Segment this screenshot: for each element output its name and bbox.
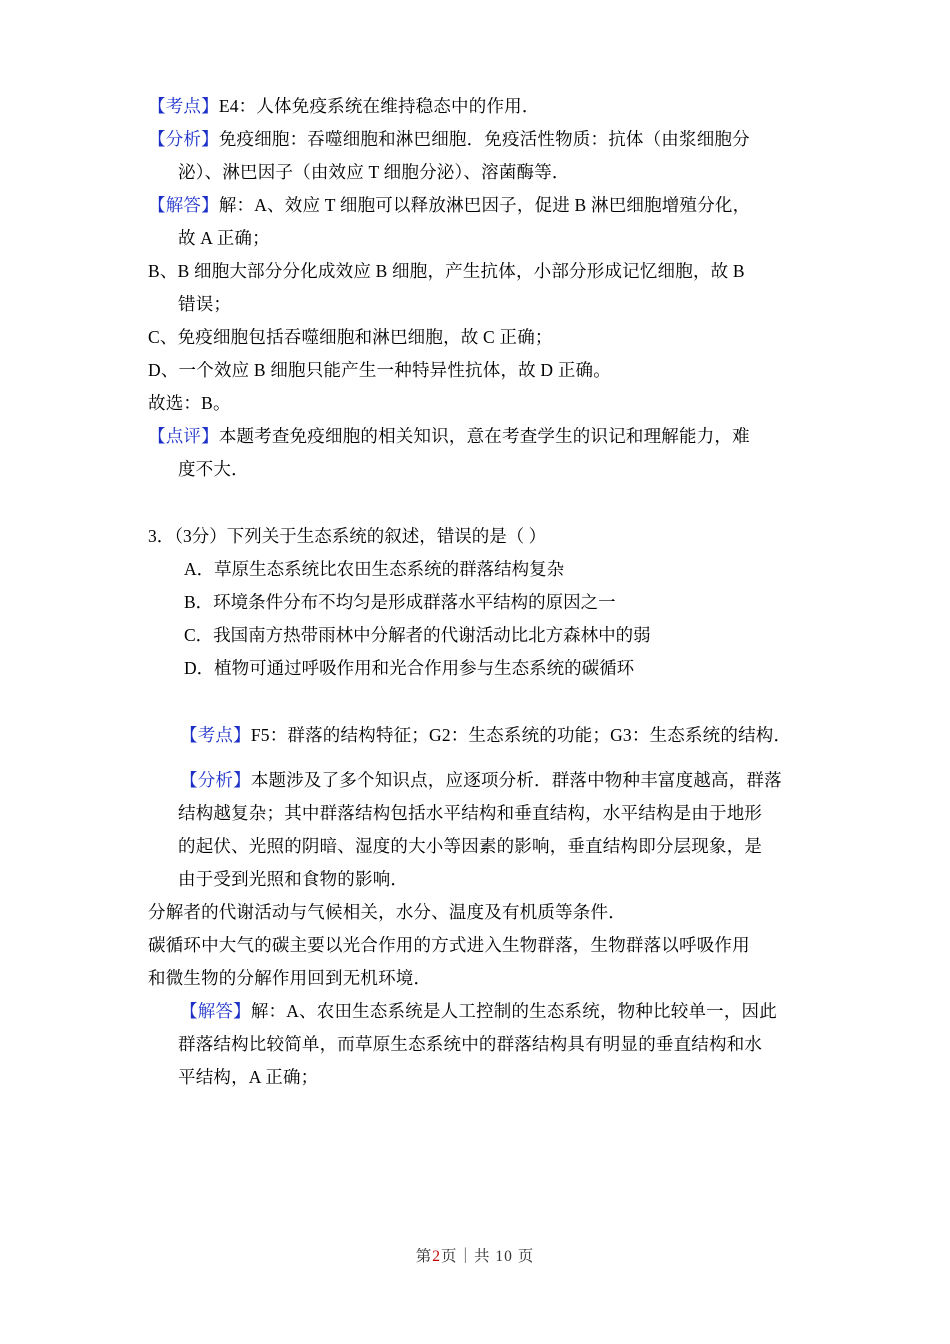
solution-text: 本题考查免疫细胞的相关知识，意在考查学生的识记和理解能力，难 (218, 426, 750, 446)
solution-text: D、一个效应 B 细胞只能产生一种特异性抗体，故 D 正确。 (148, 360, 611, 380)
solution-line (148, 189, 802, 222)
solution-line (148, 123, 802, 156)
question-number: 3． (148, 526, 175, 546)
solution-line (148, 764, 802, 797)
jieda-tag: 【解答】 (180, 1001, 251, 1021)
solution-text: 度不大． (178, 459, 249, 479)
option-c: C．我国南方热带雨林中分解者的代谢活动比北方森林中的弱 (184, 625, 651, 645)
solution-line (148, 896, 802, 929)
page-footer (0, 1244, 950, 1266)
solution-text: 解：A、农田生态系统是人工控制的生态系统，物种比较单一，因此 (250, 1001, 777, 1021)
solution-text: 泌）、淋巴因子（由效应 T 细胞分泌）、溶菌酶等． (178, 162, 570, 182)
solution-text: 结构越复杂；其中群落结构包括水平结构和垂直结构，水平结构是由于地形 (178, 803, 763, 823)
fenxi-tag: 【分析】 (180, 770, 251, 790)
solution-line (148, 830, 802, 863)
solution-line (148, 288, 802, 321)
solution-line (148, 797, 802, 830)
solution-text: C、免疫细胞包括吞噬细胞和淋巴细胞，故 C 正确； (148, 327, 553, 347)
kaodian-tag: 【考点】 (180, 725, 251, 745)
solution-line (148, 719, 802, 752)
question-text: 下列关于生态系统的叙述，错误的是（ ） (226, 526, 547, 546)
footer-page-unit: 页 (440, 1248, 458, 1265)
solution-text: F5：群落的结构特征；G2：生态系统的功能；G3：生态系统的结构． (250, 725, 792, 745)
jieda-tag: 【解答】 (148, 195, 219, 215)
solution-line (148, 90, 802, 123)
solution-text: 故选：B。 (148, 393, 231, 413)
solution-line (148, 929, 802, 962)
question-heading (148, 520, 802, 553)
solution-text: 分解者的代谢活动与气候相关，水分、温度及有机质等条件． (148, 902, 626, 922)
solution-text: 和微生物的分解作用回到无机环境． (148, 968, 432, 988)
solution-text: 解：A、效应 T 细胞可以释放淋巴因子，促进 B 淋巴细胞增殖分化， (218, 195, 751, 215)
kaodian-tag: 【考点】 (148, 96, 219, 116)
solution-text: E4：人体免疫系统在维持稳态中的作用． (218, 96, 540, 116)
question-block-q3 (148, 520, 802, 685)
solution-line (148, 321, 802, 354)
solution-text: 错误； (178, 294, 232, 314)
solution-line (148, 453, 802, 486)
solution-line (148, 1028, 802, 1061)
footer-page-label: 第 (415, 1248, 433, 1265)
question-score: （3分） (174, 526, 227, 546)
solution-text: 故 A 正确； (178, 228, 270, 248)
option-b: B．环境条件分布不均匀是形成群落水平结构的原因之一 (184, 592, 616, 612)
solution-text: 平结构，A 正确； (178, 1067, 319, 1087)
option-a: A．草原生态系统比农田生态系统的群落结构复杂 (184, 559, 565, 579)
solution-text: 免疫细胞：吞噬细胞和淋巴细胞．免疫活性物质：抗体（由浆细胞分 (218, 129, 750, 149)
solution-line (148, 995, 802, 1028)
solution-line (148, 156, 802, 189)
solution-text: 本题涉及了多个知识点，应逐项分析．群落中物种丰富度越高，群落 (250, 770, 782, 790)
solution-line (148, 354, 802, 387)
section-gap (148, 685, 802, 719)
solution-text: 群落结构比较简单，而草原生态系统中的群落结构具有明显的垂直结构和水 (178, 1034, 763, 1054)
solution-text: B、B 细胞大部分分化成效应 B 细胞，产生抗体，小部分形成记忆细胞，故 B (148, 261, 745, 281)
solution-line (148, 420, 802, 453)
solution-block-q3 (148, 719, 802, 1094)
solution-line (148, 863, 802, 896)
solution-line (148, 222, 802, 255)
solution-line (148, 387, 802, 420)
solution-text: 的起伏、光照的阴暗、湿度的大小等因素的影响，垂直结构即分层现象，是 (178, 836, 763, 856)
solution-block-q2 (148, 90, 802, 486)
line-gap (148, 752, 802, 764)
section-gap (148, 486, 802, 520)
footer-total-label: 共 10 页 (474, 1248, 535, 1265)
solution-line (148, 962, 802, 995)
dianping-tag: 【点评】 (148, 426, 219, 446)
solution-line (148, 255, 802, 288)
option-d: D．植物可通过呼吸作用和光合作用参与生态系统的碳循环 (184, 658, 635, 678)
solution-text: 碳循环中大气的碳主要以光合作用的方式进入生物群落，生物群落以呼吸作用 (148, 935, 750, 955)
solution-text: 由于受到光照和食物的影响． (178, 869, 409, 889)
footer-separator: ｜ (457, 1248, 475, 1265)
solution-line (148, 1061, 802, 1094)
footer-page-number: 2 (432, 1248, 441, 1265)
fenxi-tag: 【分析】 (148, 129, 219, 149)
